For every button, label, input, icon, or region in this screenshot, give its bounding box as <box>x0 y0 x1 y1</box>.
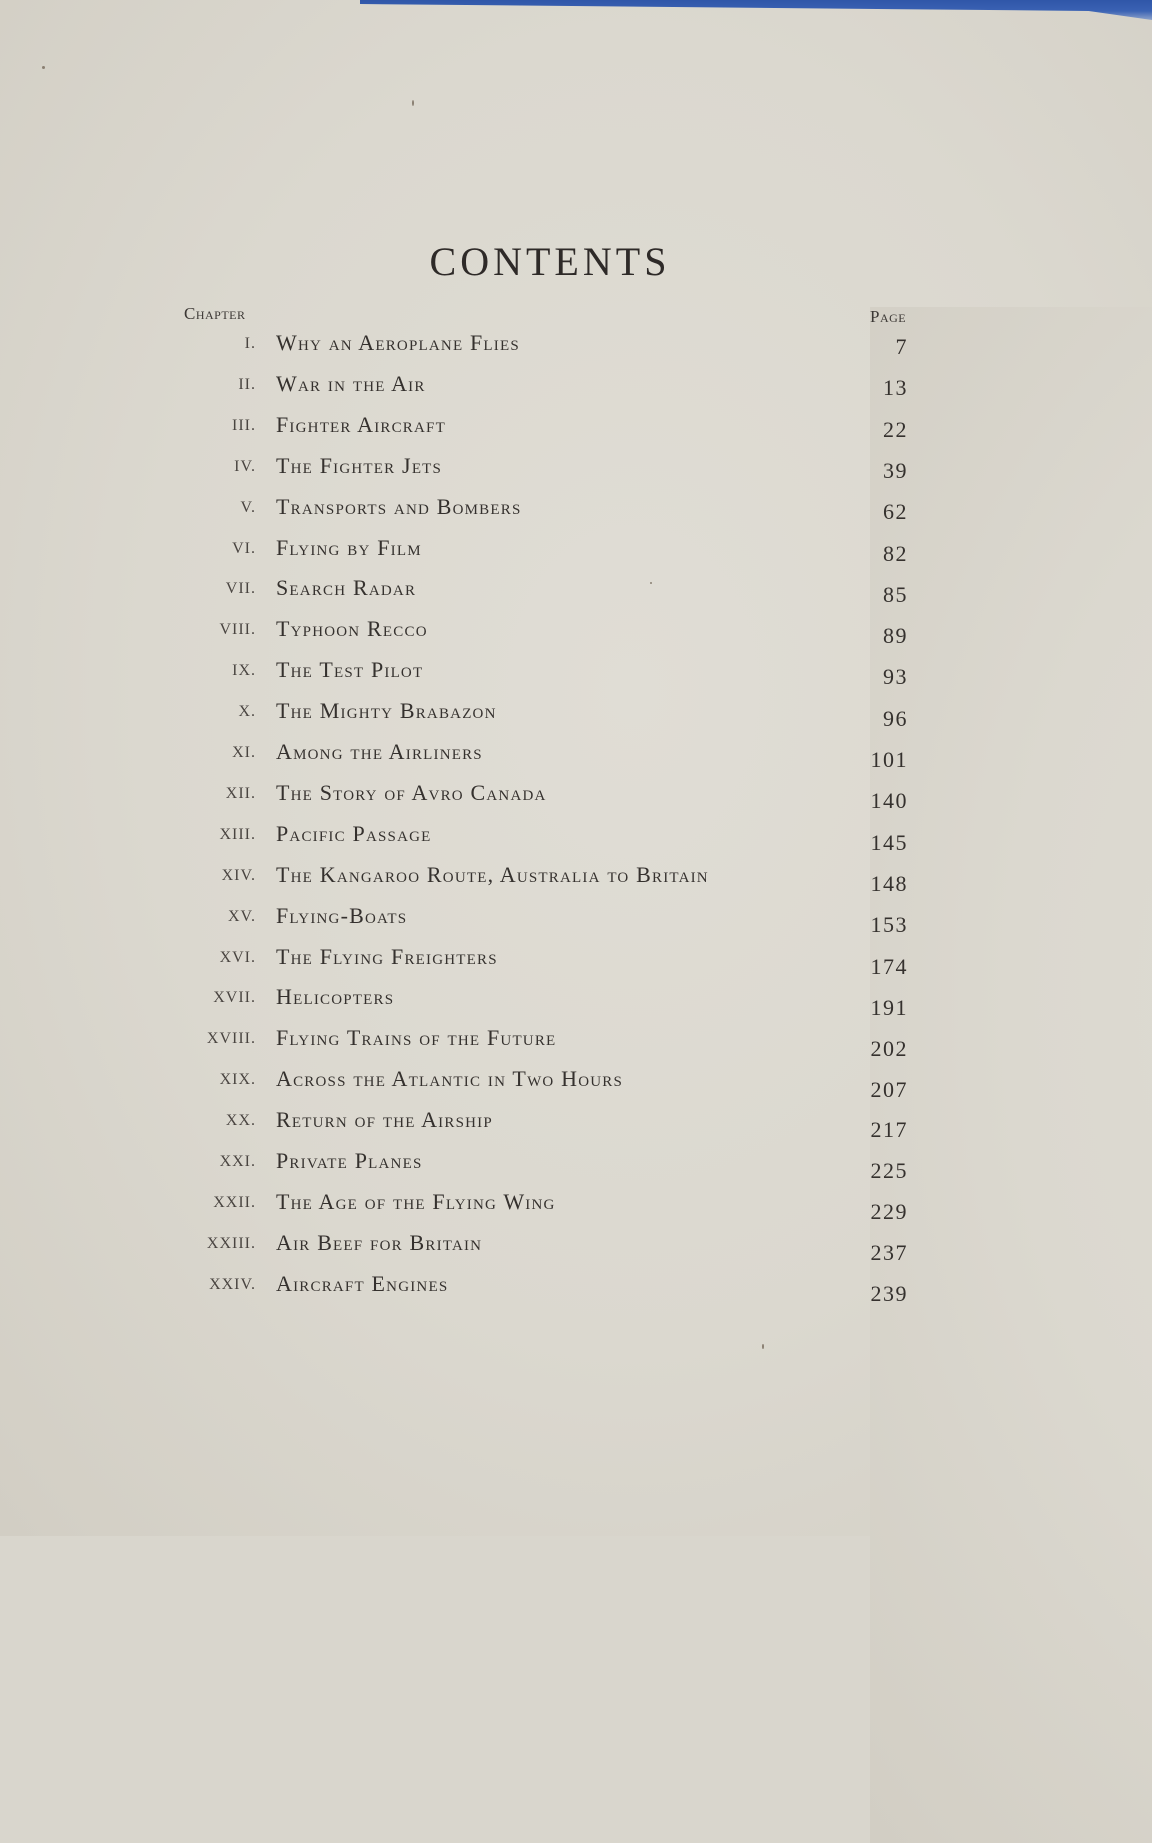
page-number: 237 <box>870 1240 908 1266</box>
toc-entry <box>0 698 1152 734</box>
page-number: 174 <box>870 953 908 979</box>
chapter-title: The Mighty Brabazon <box>276 698 497 724</box>
page-number: 93 <box>883 664 908 690</box>
page-number: 140 <box>870 788 908 814</box>
chapter-number: VIII. <box>219 621 256 639</box>
page-number: 62 <box>883 499 908 525</box>
chapter-column-header: Chapter <box>184 304 246 323</box>
page-number: 207 <box>870 1076 908 1102</box>
chapter-title: Fighter Aircraft <box>276 411 446 437</box>
chapter-number: VI. <box>232 539 256 557</box>
chapter-title: Flying by Film <box>276 534 422 560</box>
chapter-number: XIX. <box>219 1071 256 1089</box>
chapter-number: XX. <box>225 1112 256 1130</box>
page-number: 229 <box>870 1199 908 1225</box>
chapter-title: The Story of Avro Canada <box>276 779 547 805</box>
chapter-title: The Kangaroo Route, Australia to Britain <box>276 861 709 887</box>
chapter-number: XXII. <box>213 1193 256 1211</box>
toc-entry <box>0 1189 1152 1225</box>
chapter-number: XXI. <box>219 1153 256 1170</box>
page-number: 101 <box>870 747 908 772</box>
toc-entry <box>0 371 1152 407</box>
chapter-number: XIII. <box>219 825 256 843</box>
page-number: 145 <box>870 829 908 855</box>
toc-entry <box>0 575 1152 611</box>
chapter-title: The Fighter Jets <box>276 452 443 478</box>
page-number: 153 <box>870 912 908 938</box>
page-number: 22 <box>883 416 908 442</box>
paper-speck <box>762 1344 764 1349</box>
chapter-number: II. <box>238 375 256 393</box>
toc-entry <box>0 739 1152 775</box>
chapter-number: XI. <box>232 744 256 761</box>
chapter-title: Flying Trains of the Future <box>276 1025 557 1051</box>
chapter-title: War in the Air <box>276 370 426 396</box>
chapter-number: XV. <box>227 907 256 925</box>
page-number: 89 <box>883 623 908 649</box>
toc-entry <box>0 984 1152 1020</box>
chapter-title: Transports and Bombers <box>276 493 522 519</box>
toc-entry <box>0 1148 1152 1184</box>
chapter-number: VII. <box>225 580 256 598</box>
page-number: 39 <box>883 457 908 483</box>
page-number: 85 <box>883 581 908 607</box>
toc-entry <box>0 821 1152 857</box>
chapter-title: Pacific Passage <box>276 820 432 846</box>
toc-entry <box>0 616 1152 652</box>
page-number: 225 <box>870 1158 908 1184</box>
page-title: CONTENTS <box>429 239 671 284</box>
chapter-title: Aircraft Engines <box>276 1270 449 1296</box>
chapter-title: Search Radar <box>276 575 417 601</box>
toc-entry <box>0 903 1152 939</box>
page-number: 82 <box>883 540 908 566</box>
chapter-title: Why an Aeroplane Flies <box>276 330 520 355</box>
toc-entry <box>0 1230 1152 1266</box>
book-cover-edge <box>360 0 1152 20</box>
paper-speck <box>412 100 414 106</box>
chapter-number: XVI. <box>219 948 256 966</box>
toc-entry <box>0 412 1152 448</box>
chapter-number: I. <box>244 335 256 352</box>
toc-entry <box>0 862 1152 898</box>
chapter-title: Return of the Airship <box>276 1107 493 1133</box>
page-number: 191 <box>870 994 908 1020</box>
chapter-title: Flying-Boats <box>276 902 408 928</box>
chapter-number: III. <box>232 416 256 434</box>
chapter-title: Air Beef for Britain <box>276 1229 483 1255</box>
toc-entry <box>0 494 1152 530</box>
toc-entry <box>0 535 1152 571</box>
toc-entry <box>0 1107 1152 1143</box>
chapter-number: XVIII. <box>206 1030 256 1048</box>
chapter-title: Private Planes <box>276 1148 423 1173</box>
chapter-number: XII. <box>225 784 256 802</box>
chapter-number: V. <box>240 498 256 516</box>
chapter-title: Among the Airliners <box>276 739 483 764</box>
page-column-header: Page <box>870 307 1152 1843</box>
page-number: 7 <box>895 334 908 359</box>
toc-entry <box>0 330 1152 366</box>
chapter-number: XVII. <box>213 989 256 1007</box>
page-number: 202 <box>870 1035 908 1061</box>
chapter-number: IX. <box>232 662 256 680</box>
page-number: 148 <box>870 870 908 896</box>
page-number: 96 <box>883 705 908 731</box>
chapter-title: Typhoon Recco <box>276 616 428 642</box>
chapter-title: The Test Pilot <box>276 657 424 683</box>
chapter-title: Helicopters <box>276 984 395 1010</box>
chapter-number: XXIV. <box>209 1275 256 1293</box>
toc-entry <box>0 657 1152 693</box>
toc-entry <box>0 1271 1152 1307</box>
chapter-number: X. <box>238 703 256 721</box>
toc-entry <box>0 780 1152 816</box>
chapter-number: XXIII. <box>206 1234 256 1252</box>
page-number: 13 <box>883 375 908 401</box>
page-number: 239 <box>870 1281 908 1307</box>
toc-entry <box>0 944 1152 980</box>
chapter-number: IV. <box>234 457 256 475</box>
page-number: 217 <box>870 1117 908 1143</box>
chapter-title: Across the Atlantic in Two Hours <box>276 1066 624 1092</box>
paper-speck <box>42 66 45 69</box>
chapter-title: The Age of the Flying Wing <box>276 1188 556 1214</box>
chapter-number: XIV. <box>221 866 256 884</box>
toc-entry <box>0 1066 1152 1102</box>
toc-entry <box>0 1025 1152 1061</box>
toc-entry <box>0 453 1152 489</box>
chapter-title: The Flying Freighters <box>276 943 498 969</box>
